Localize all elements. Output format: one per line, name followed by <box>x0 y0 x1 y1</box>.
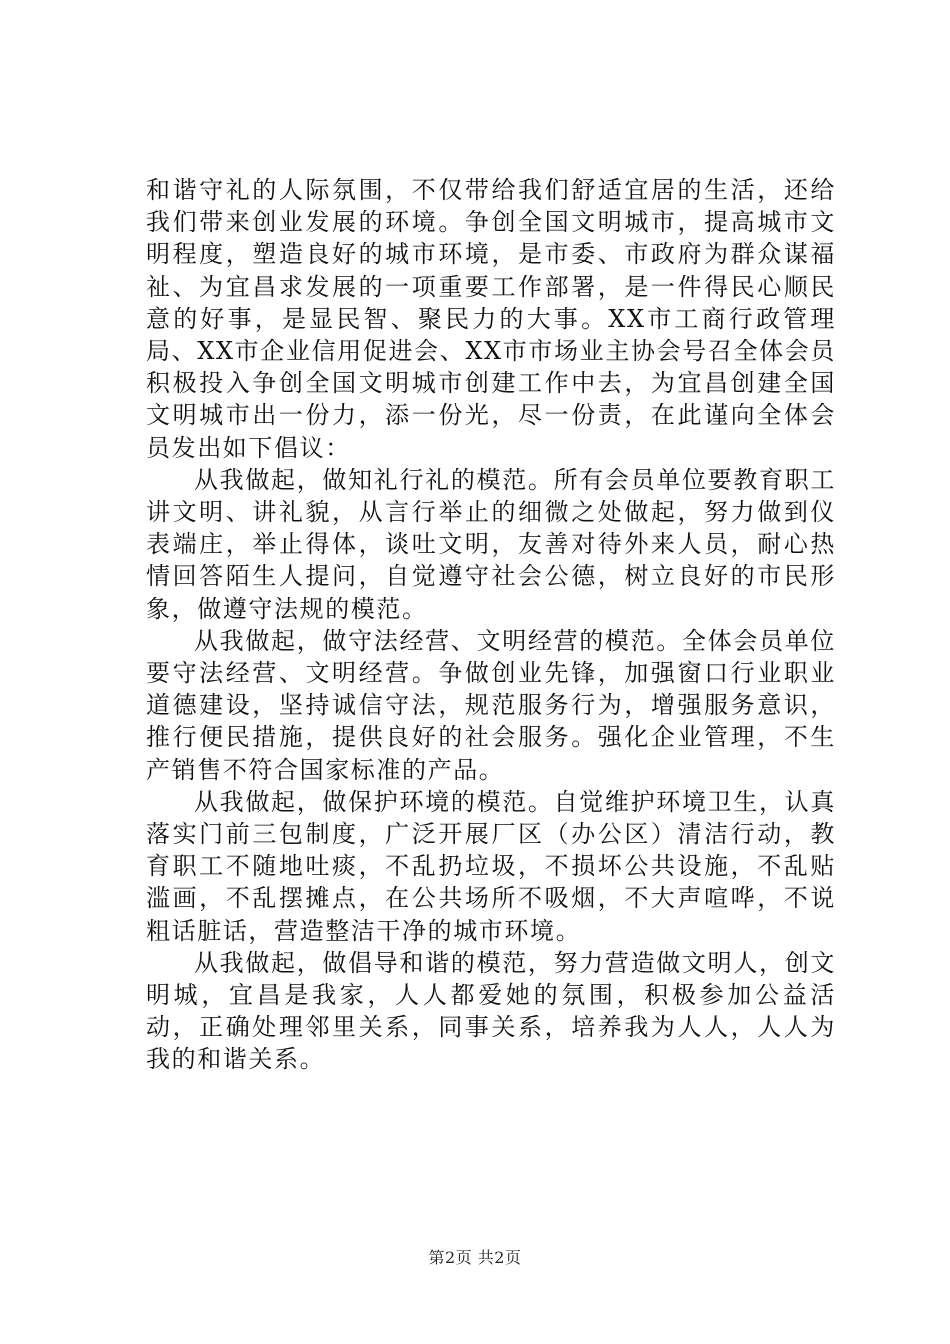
paragraph-lawful-business: 从我做起，做守法经营、文明经营的模范。全体会员单位要守法经营、文明经营。争做创业先锋，加强窗口行业职业道德建设，坚持诚信守法，规范服务行为，增强服务意识，推行便民措施，提供良好的社会服务。强化企业管理，不生产销售不符合国家标准的产品。 <box>146 626 836 784</box>
paragraph-harmony: 从我做起，做倡导和谐的模范，努力营造做文明人，创文明城，宜昌是我家，人人都爱她的氛围，积极参加公益活动，正确处理邻里关系，同事关系，培养我为人人，人人为我的和谐关系。 <box>146 948 836 1074</box>
document-body <box>146 174 836 1076</box>
paragraph-courtesy: 从我做起，做知礼行礼的模范。所有会员单位要教育职工讲文明、讲礼貌，从言行举止的细微之处做起，努力做到仪表端庄，举止得体，谈吐文明，友善对待外来人员，耐心热情回答陌生人提问，自觉遵守社会公德，树立良好的市民形象，做遵守法规的模范。 <box>146 465 836 623</box>
paragraph-environment: 从我做起，做保护环境的模范。自觉维护环境卫生，认真落实门前三包制度，广泛开展厂区（办公区）清洁行动，教育职工不随地吐痰，不乱扔垃圾，不损坏公共设施，不乱贴滥画，不乱摆摊点，在公共场所不吸烟，不大声喧哗，不说粗话脏话，营造整洁干净的城市环境。 <box>146 787 836 945</box>
paragraph-intro: 和谐守礼的人际氛围，不仅带给我们舒适宜居的生活，还给我们带来创业发展的环境。争创全国文明城市，提高城市文明程度，塑造良好的城市环境，是市委、市政府为群众谋福祉、为宜昌求发展的一项重要工作部署，是一件得民心顺民意的好事，是显民智、聚民力的大事。XX市工商行政管理局、XX市企业信用促进会、XX市市场业主协会号召全体会员积极投入争创全国文明城市创建工作中去，为宜昌创建全国文明城市出一份力，添一份光，尽一份责，在此谨向全体会员发出如下倡议： <box>146 176 836 462</box>
page-footer <box>0 1245 950 1268</box>
page-number-label: 第2页 共2页 <box>428 1248 522 1267</box>
